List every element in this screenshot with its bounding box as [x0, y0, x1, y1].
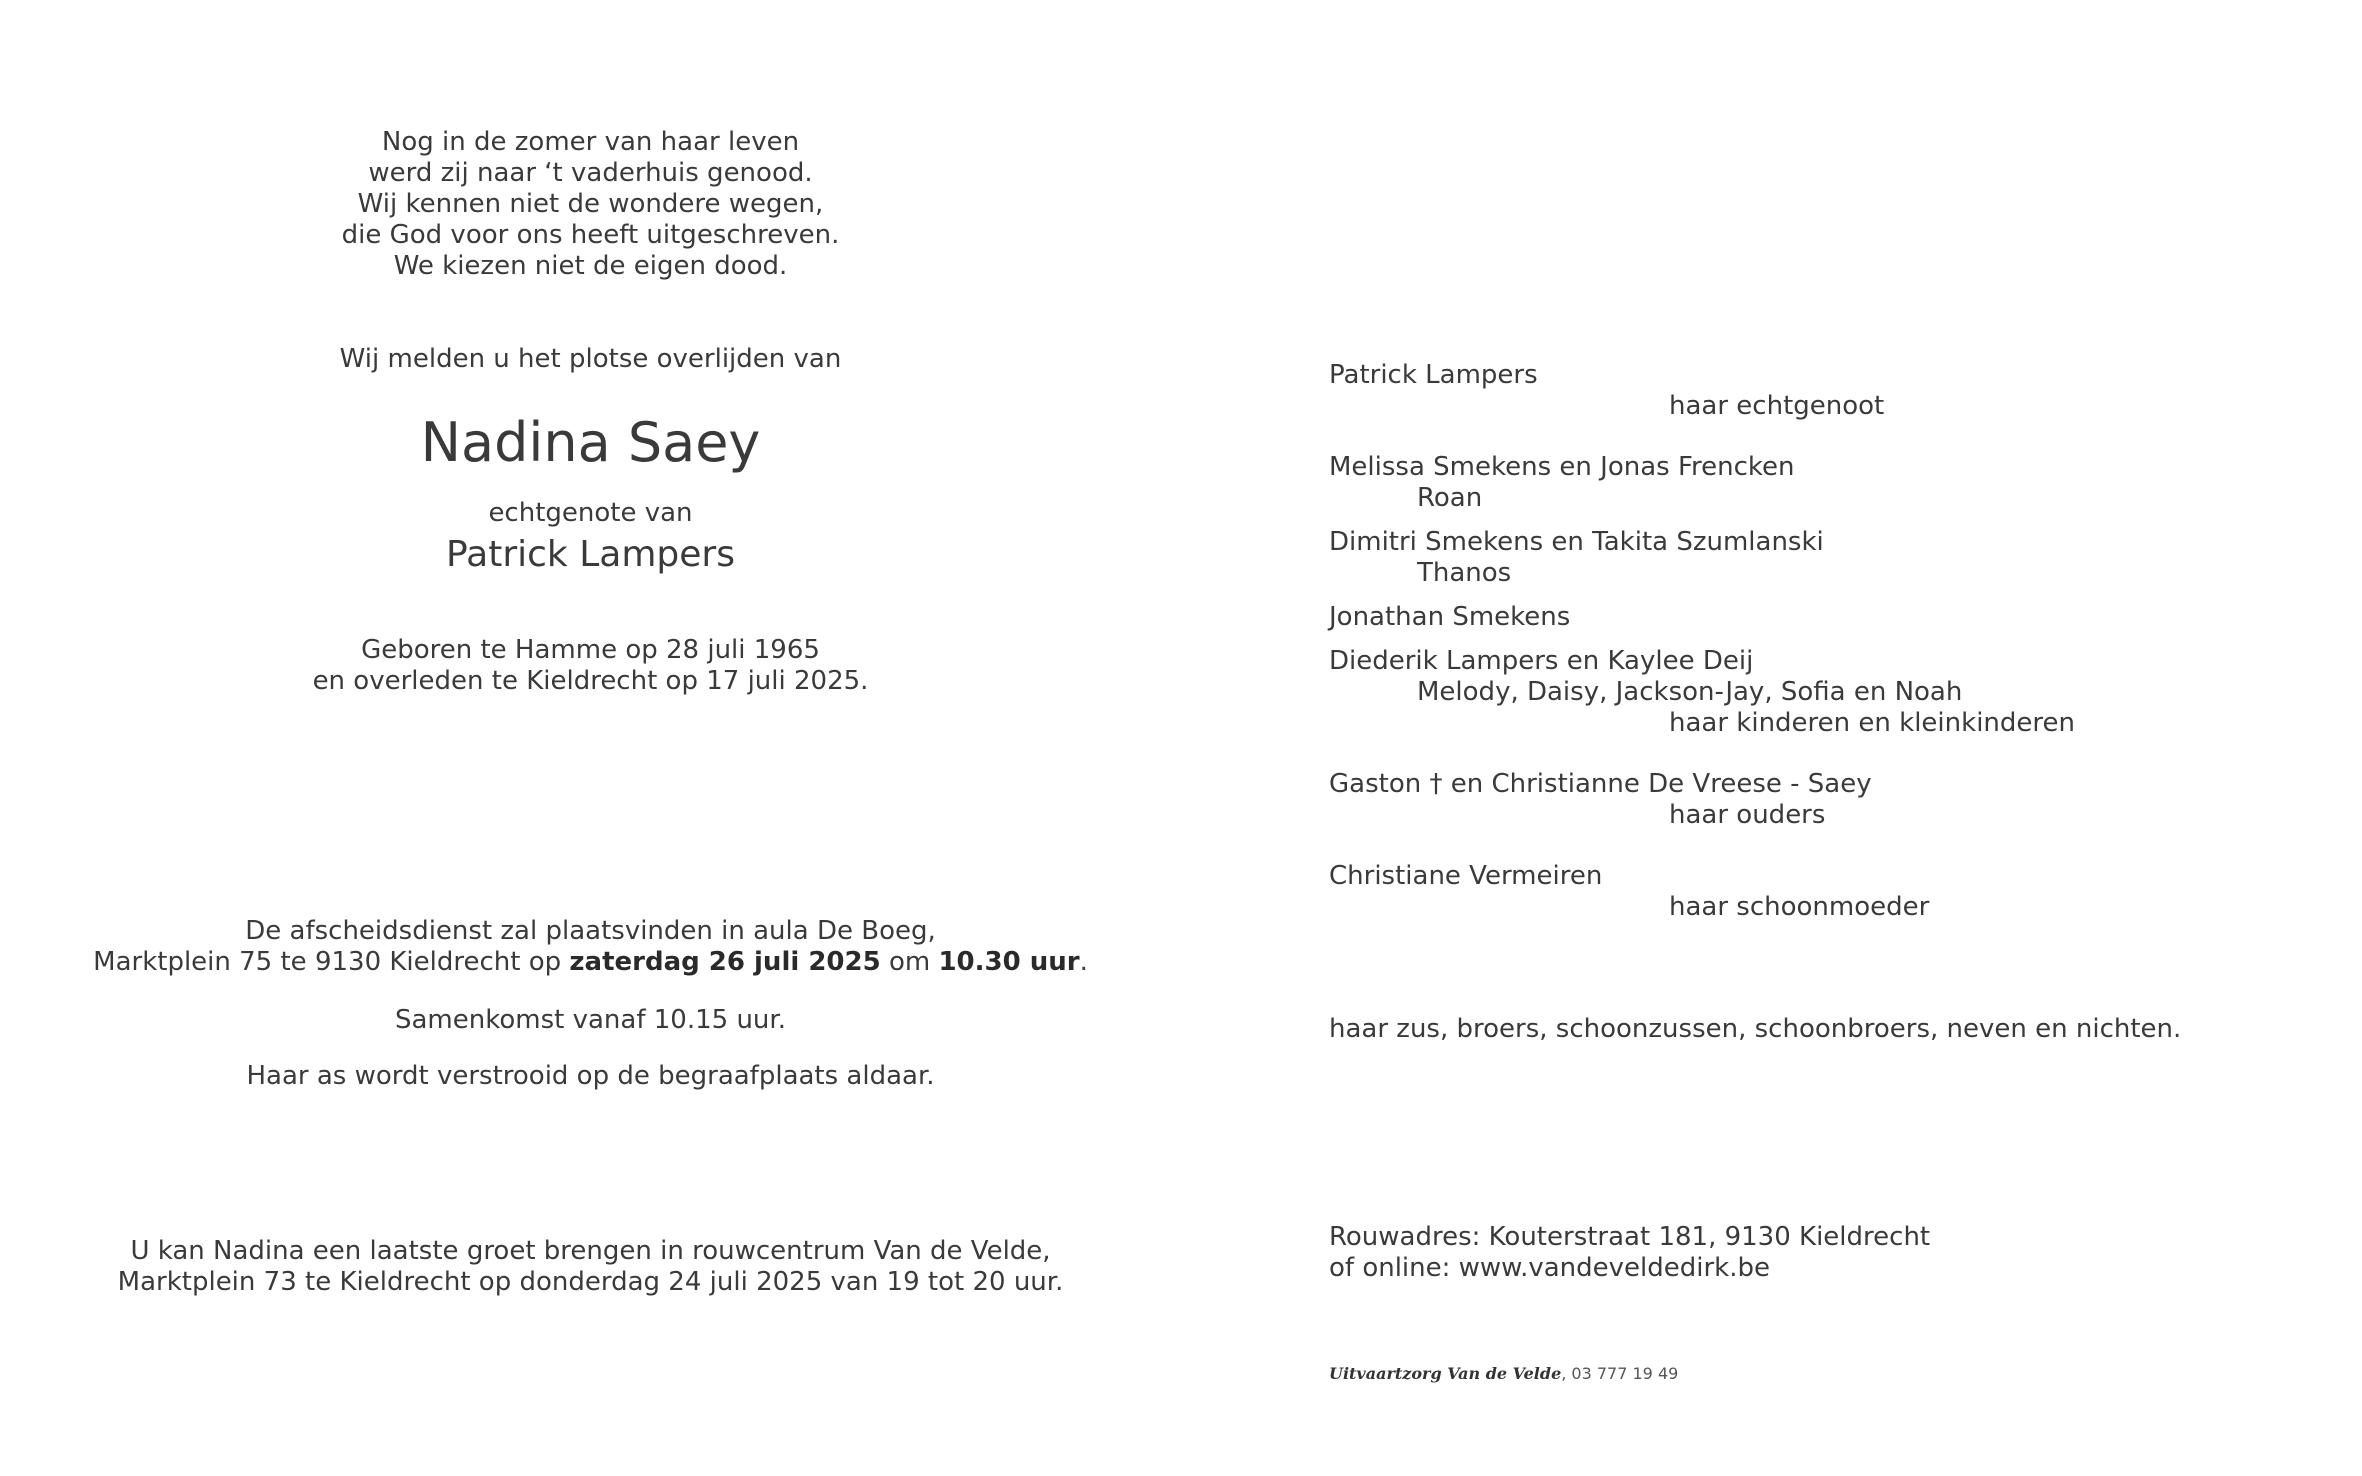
condolence-address — [1329, 1222, 1930, 1284]
relation-label: echtgenote van — [488, 498, 693, 528]
family-spouse: Patrick Lampers — [1329, 360, 1538, 390]
visitation-line-2: Marktplein 73 te Kieldrecht op donderdag 24 juli 2025 van 19 tot 20 uur. — [117, 1267, 1064, 1297]
family-grandchildren-4: Melody, Daisy, Jackson-Jay, Sofia en Noah — [1417, 677, 1963, 707]
spouse-name: Patrick Lampers — [446, 534, 735, 575]
service-line-1: De afscheidsdienst zal plaatsvinden in aula De Boeg, — [245, 916, 936, 946]
poem-line: die God voor ons heeft uitgeschreven. — [341, 220, 840, 250]
address-line-2: of online: www.vandeveldedirk.be — [1329, 1253, 1770, 1283]
poem-line: werd zij naar ‘t vaderhuis genood. — [368, 158, 813, 188]
service-period: . — [1079, 947, 1088, 977]
family-child-4: Diederik Lampers en Kaylee Deij — [1329, 646, 1754, 676]
service-time: 10.30 uur — [938, 947, 1080, 977]
birth-line: Geboren te Hamme op 28 juli 1965 — [361, 635, 820, 665]
address-line-1: Rouwadres: Kouterstraat 181, 9130 Kieldrecht — [1329, 1222, 1931, 1252]
funeral-home-name: Uitvaartzorg Van de Velde — [1329, 1364, 1562, 1383]
family-child-1: Melissa Smekens en Jonas Frencken — [1329, 452, 1795, 482]
announcement-intro: Wij melden u het plotse overlijden van — [339, 344, 842, 374]
visitation-info — [0, 1236, 1181, 1298]
service-location: Marktplein 75 te 9130 Kieldrecht op — [93, 947, 570, 977]
family-grandchild-1: Roan — [1417, 483, 1483, 513]
family-spouse-label: haar echtgenoot — [1669, 391, 1885, 421]
family-mother-in-law-label: haar schoonmoeder — [1669, 892, 1930, 922]
family-child-2: Dimitri Smekens en Takita Szumlanski — [1329, 527, 1824, 557]
family-child-3: Jonathan Smekens — [1329, 602, 1571, 632]
poem-line: Wij kennen niet de wondere wegen, — [357, 189, 824, 219]
poem-line: We kiezen niet de eigen dood. — [393, 251, 788, 281]
ashes-info: Haar as wordt verstrooid op de begraafplaats aldaar. — [246, 1061, 935, 1091]
service-line-2 — [0, 947, 1181, 978]
right-page — [1181, 0, 2362, 1476]
service-date: zaterdag 26 juli 2025 — [569, 947, 881, 977]
funeral-home-phone: , 03 777 19 49 — [1561, 1364, 1679, 1383]
deceased-name: Nadina Saey — [420, 411, 761, 474]
family-parents: Gaston † en Christianne De Vreese - Saey — [1329, 769, 1872, 799]
family-children-label: haar kinderen en kleinkinderen — [1669, 708, 2075, 738]
family-mother-in-law: Christiane Vermeiren — [1329, 861, 1603, 891]
poem-line: Nog in de zomer van haar leven — [381, 127, 800, 157]
service-info — [0, 916, 1181, 978]
life-dates — [0, 635, 1181, 697]
death-line: en overleden te Kieldrecht op 17 juli 2025. — [312, 666, 869, 696]
family-grandchild-2: Thanos — [1417, 558, 1512, 588]
funeral-home-signature — [1329, 1364, 1678, 1384]
gathering-info: Samenkomst vanaf 10.15 uur. — [395, 1005, 786, 1035]
poem — [0, 127, 1181, 282]
family-others: haar zus, broers, schoonzussen, schoonbroers, neven en nichten. — [1329, 1014, 2182, 1044]
visitation-line-1: U kan Nadina een laatste groet brengen in rouwcentrum Van de Velde, — [130, 1236, 1051, 1266]
service-connector: om — [880, 947, 939, 977]
family-parents-label: haar ouders — [1669, 800, 1826, 830]
